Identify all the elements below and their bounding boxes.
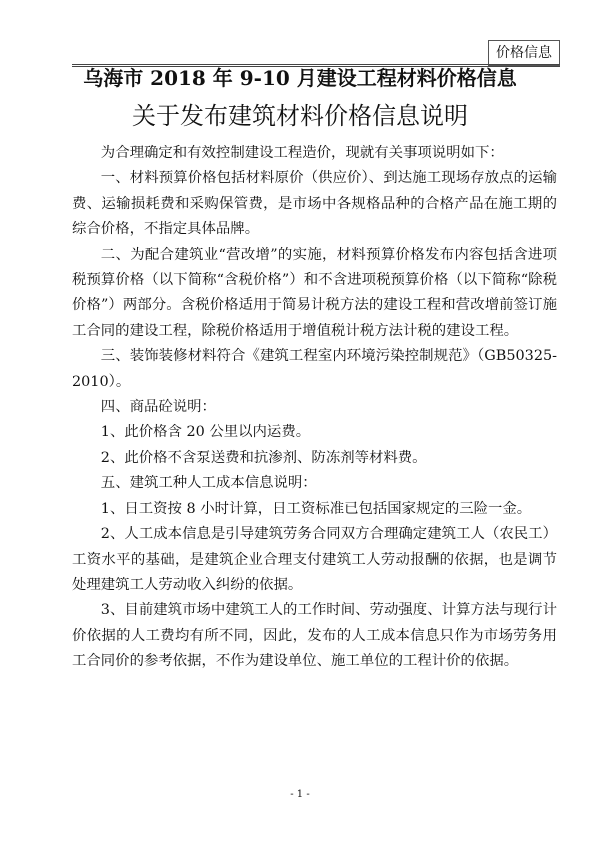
paragraph-item-2: 二、为配合建筑业“营改增”的实施，材料预算价格发布内容包括含进项税预算价格（以下简称“含税价格”）和不含进项税预算价格（以下简称“除税价格”）两部分。含税价格适用于简易计税方法的建设工程和营改增前签订施工合同的建设工程，除税价格适用于增值税计税方法计税的建设工程。 <box>72 246 557 339</box>
document-title: 乌海市 2018 年 9-10 月建设工程材料价格信息 <box>83 66 517 90</box>
paragraph-item-4-heading: 四、商品砼说明： <box>100 399 216 416</box>
header-tag: 价格信息 <box>488 40 560 66</box>
page-number: - 1 - <box>290 789 310 800</box>
document-subtitle: 关于发布建筑材料价格信息说明 <box>132 102 468 130</box>
paragraph-intro: 为合理确定和有效控制建设工程造价，现就有关事项说明如下： <box>100 145 504 161</box>
paragraph-item-3: 三、装饰装修材料符合《建筑工程室内环境污染控制规范》（GB50325-2010）。 <box>72 348 557 390</box>
paragraph-item-5-2: 2、人工成本信息是引导建筑劳务合同双方合理确定建筑工人（农民工）工资水平的基础，是建筑企业合理支付建筑工人劳动报酬的依据，也是调节处理建筑工人劳动收入纠纷的依据。 <box>72 526 557 593</box>
paragraph-item-5-1: 1、日工资按 8 小时计算，日工资标准已包括国家规定的三险一金。 <box>100 500 532 517</box>
paragraph-item-5-heading: 五、建筑工种人工成本信息说明： <box>100 475 317 492</box>
paragraph-item-4-2: 2、此价格不含泵送费和抗渗剂、防冻剂等材料费。 <box>100 449 427 466</box>
paragraph-item-4-1: 1、此价格含 20 公里以内运费。 <box>100 424 311 441</box>
paragraph-item-1: 一、材料预算价格包括材料原价（供应价）、到达施工现场存放点的运输费、运输损耗费和采购保管费，是市场中各规格品种的合格产品在施工期的综合价格，不指定具体品牌。 <box>72 170 557 238</box>
document-body <box>72 141 557 675</box>
header-divider <box>72 64 560 65</box>
paragraph-item-5-3: 3、目前建筑市场中建筑工人的工作时间、劳动强度、计算方法与现行计价依据的人工费均有所不同，因此，发布的人工成本信息只作为市场劳务用工合同价的参考依据，不作为建设单位、施工单位的工程计价的依据。 <box>72 602 557 670</box>
